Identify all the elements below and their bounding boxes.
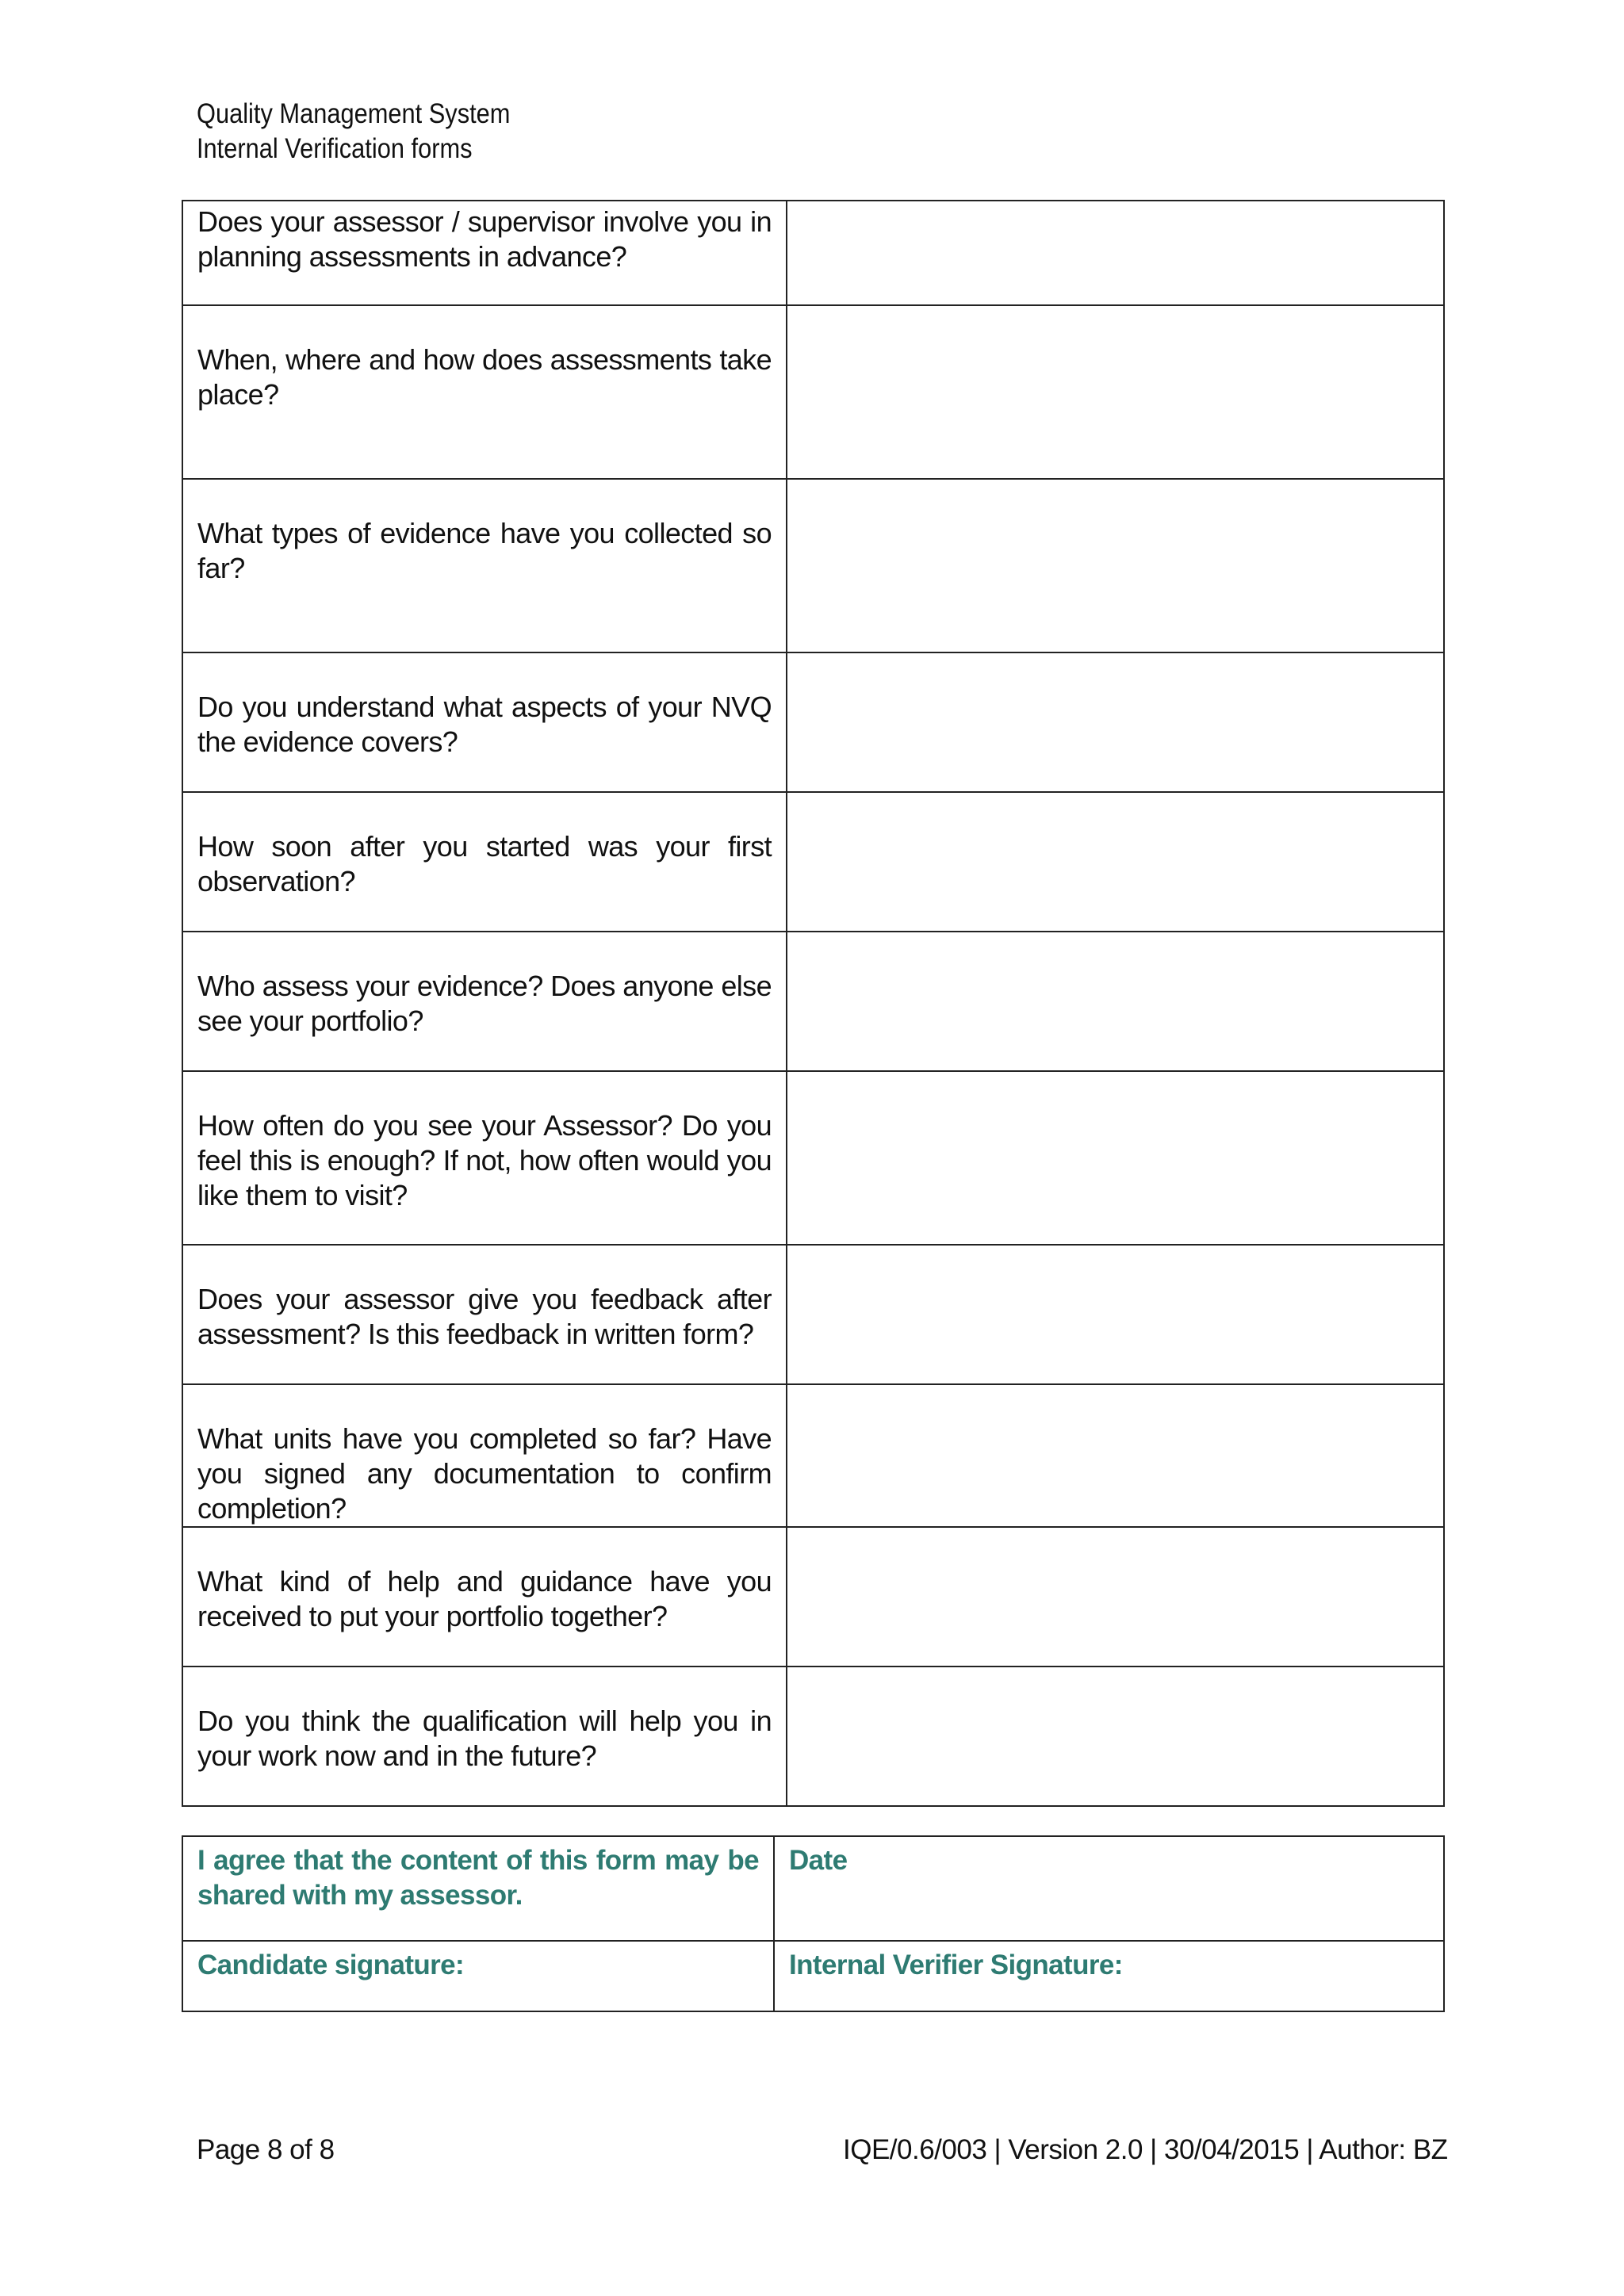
- question-text: Does your assessor / supervisor involve you in planning assessments in advance?: [197, 205, 772, 273]
- question-row: [182, 1245, 1444, 1384]
- verifier-signature-cell[interactable]: Internal Verifier Signature:: [774, 1941, 1444, 2011]
- question-cell: [182, 1527, 787, 1667]
- signoff-table: [182, 1835, 1445, 2012]
- question-cell: [182, 1667, 787, 1806]
- signoff-row-signatures: [182, 1941, 1444, 2011]
- answer-cell[interactable]: [787, 1667, 1444, 1806]
- questions-table: [182, 200, 1445, 1807]
- question-row: [182, 1384, 1444, 1527]
- question-row: [182, 305, 1444, 479]
- question-row: [182, 1527, 1444, 1667]
- candidate-signature-cell[interactable]: Candidate signature:: [182, 1941, 774, 2011]
- question-cell: [182, 305, 787, 479]
- question-row: [182, 932, 1444, 1071]
- question-text: Do you think the qualification will help you in your work now and in the future?: [197, 1705, 772, 1772]
- answer-cell[interactable]: [787, 479, 1444, 652]
- question-cell: [182, 792, 787, 932]
- document-header: [197, 97, 510, 166]
- question-text: How often do you see your Assessor? Do you feel this is enough? If not, how often would you like them to visit?: [197, 1109, 772, 1211]
- question-text: What types of evidence have you collected so far?: [197, 517, 772, 584]
- answer-cell[interactable]: [787, 1527, 1444, 1667]
- question-cell: [182, 932, 787, 1071]
- answer-cell[interactable]: [787, 305, 1444, 479]
- question-row: [182, 201, 1444, 305]
- question-text: When, where and how does assessments take place?: [197, 343, 772, 411]
- signoff-row-consent: [182, 1836, 1444, 1941]
- document-reference: IQE/0.6/003 | Version 2.0 | 30/04/2015 | Author: BZ: [843, 2134, 1448, 2165]
- answer-cell[interactable]: [787, 652, 1444, 792]
- question-text: Does your assessor give you feedback after assessment? Is this feedback in written form?: [197, 1283, 772, 1350]
- question-text: Do you understand what aspects of your NVQ the evidence covers?: [197, 691, 772, 758]
- answer-cell[interactable]: [787, 792, 1444, 932]
- question-cell: [182, 1245, 787, 1384]
- question-text: Who assess your evidence? Does anyone else see your portfolio?: [197, 970, 772, 1037]
- question-cell: [182, 1384, 787, 1527]
- question-cell: [182, 479, 787, 652]
- question-row: [182, 479, 1444, 652]
- question-text: What units have you completed so far? Have you signed any documentation to confirm completion?: [197, 1422, 772, 1525]
- question-text: How soon after you started was your first observation?: [197, 830, 772, 897]
- answer-cell[interactable]: [787, 1384, 1444, 1527]
- question-text: What kind of help and guidance have you received to put your portfolio together?: [197, 1565, 772, 1632]
- answer-cell[interactable]: [787, 201, 1444, 305]
- consent-cell: I agree that the content of this form may be shared with my assessor.: [182, 1836, 774, 1941]
- question-cell: [182, 652, 787, 792]
- question-cell: [182, 201, 787, 305]
- answer-cell[interactable]: [787, 932, 1444, 1071]
- date-cell[interactable]: Date: [774, 1836, 1444, 1941]
- question-row: [182, 792, 1444, 932]
- question-cell: [182, 1071, 787, 1245]
- question-row: [182, 652, 1444, 792]
- header-form-title: Internal Verification forms: [197, 133, 473, 164]
- question-row: [182, 1071, 1444, 1245]
- header-system-title: Quality Management System: [197, 98, 511, 129]
- answer-cell[interactable]: [787, 1245, 1444, 1384]
- page-number: Page 8 of 8: [197, 2134, 335, 2165]
- question-row: [182, 1667, 1444, 1806]
- answer-cell[interactable]: [787, 1071, 1444, 1245]
